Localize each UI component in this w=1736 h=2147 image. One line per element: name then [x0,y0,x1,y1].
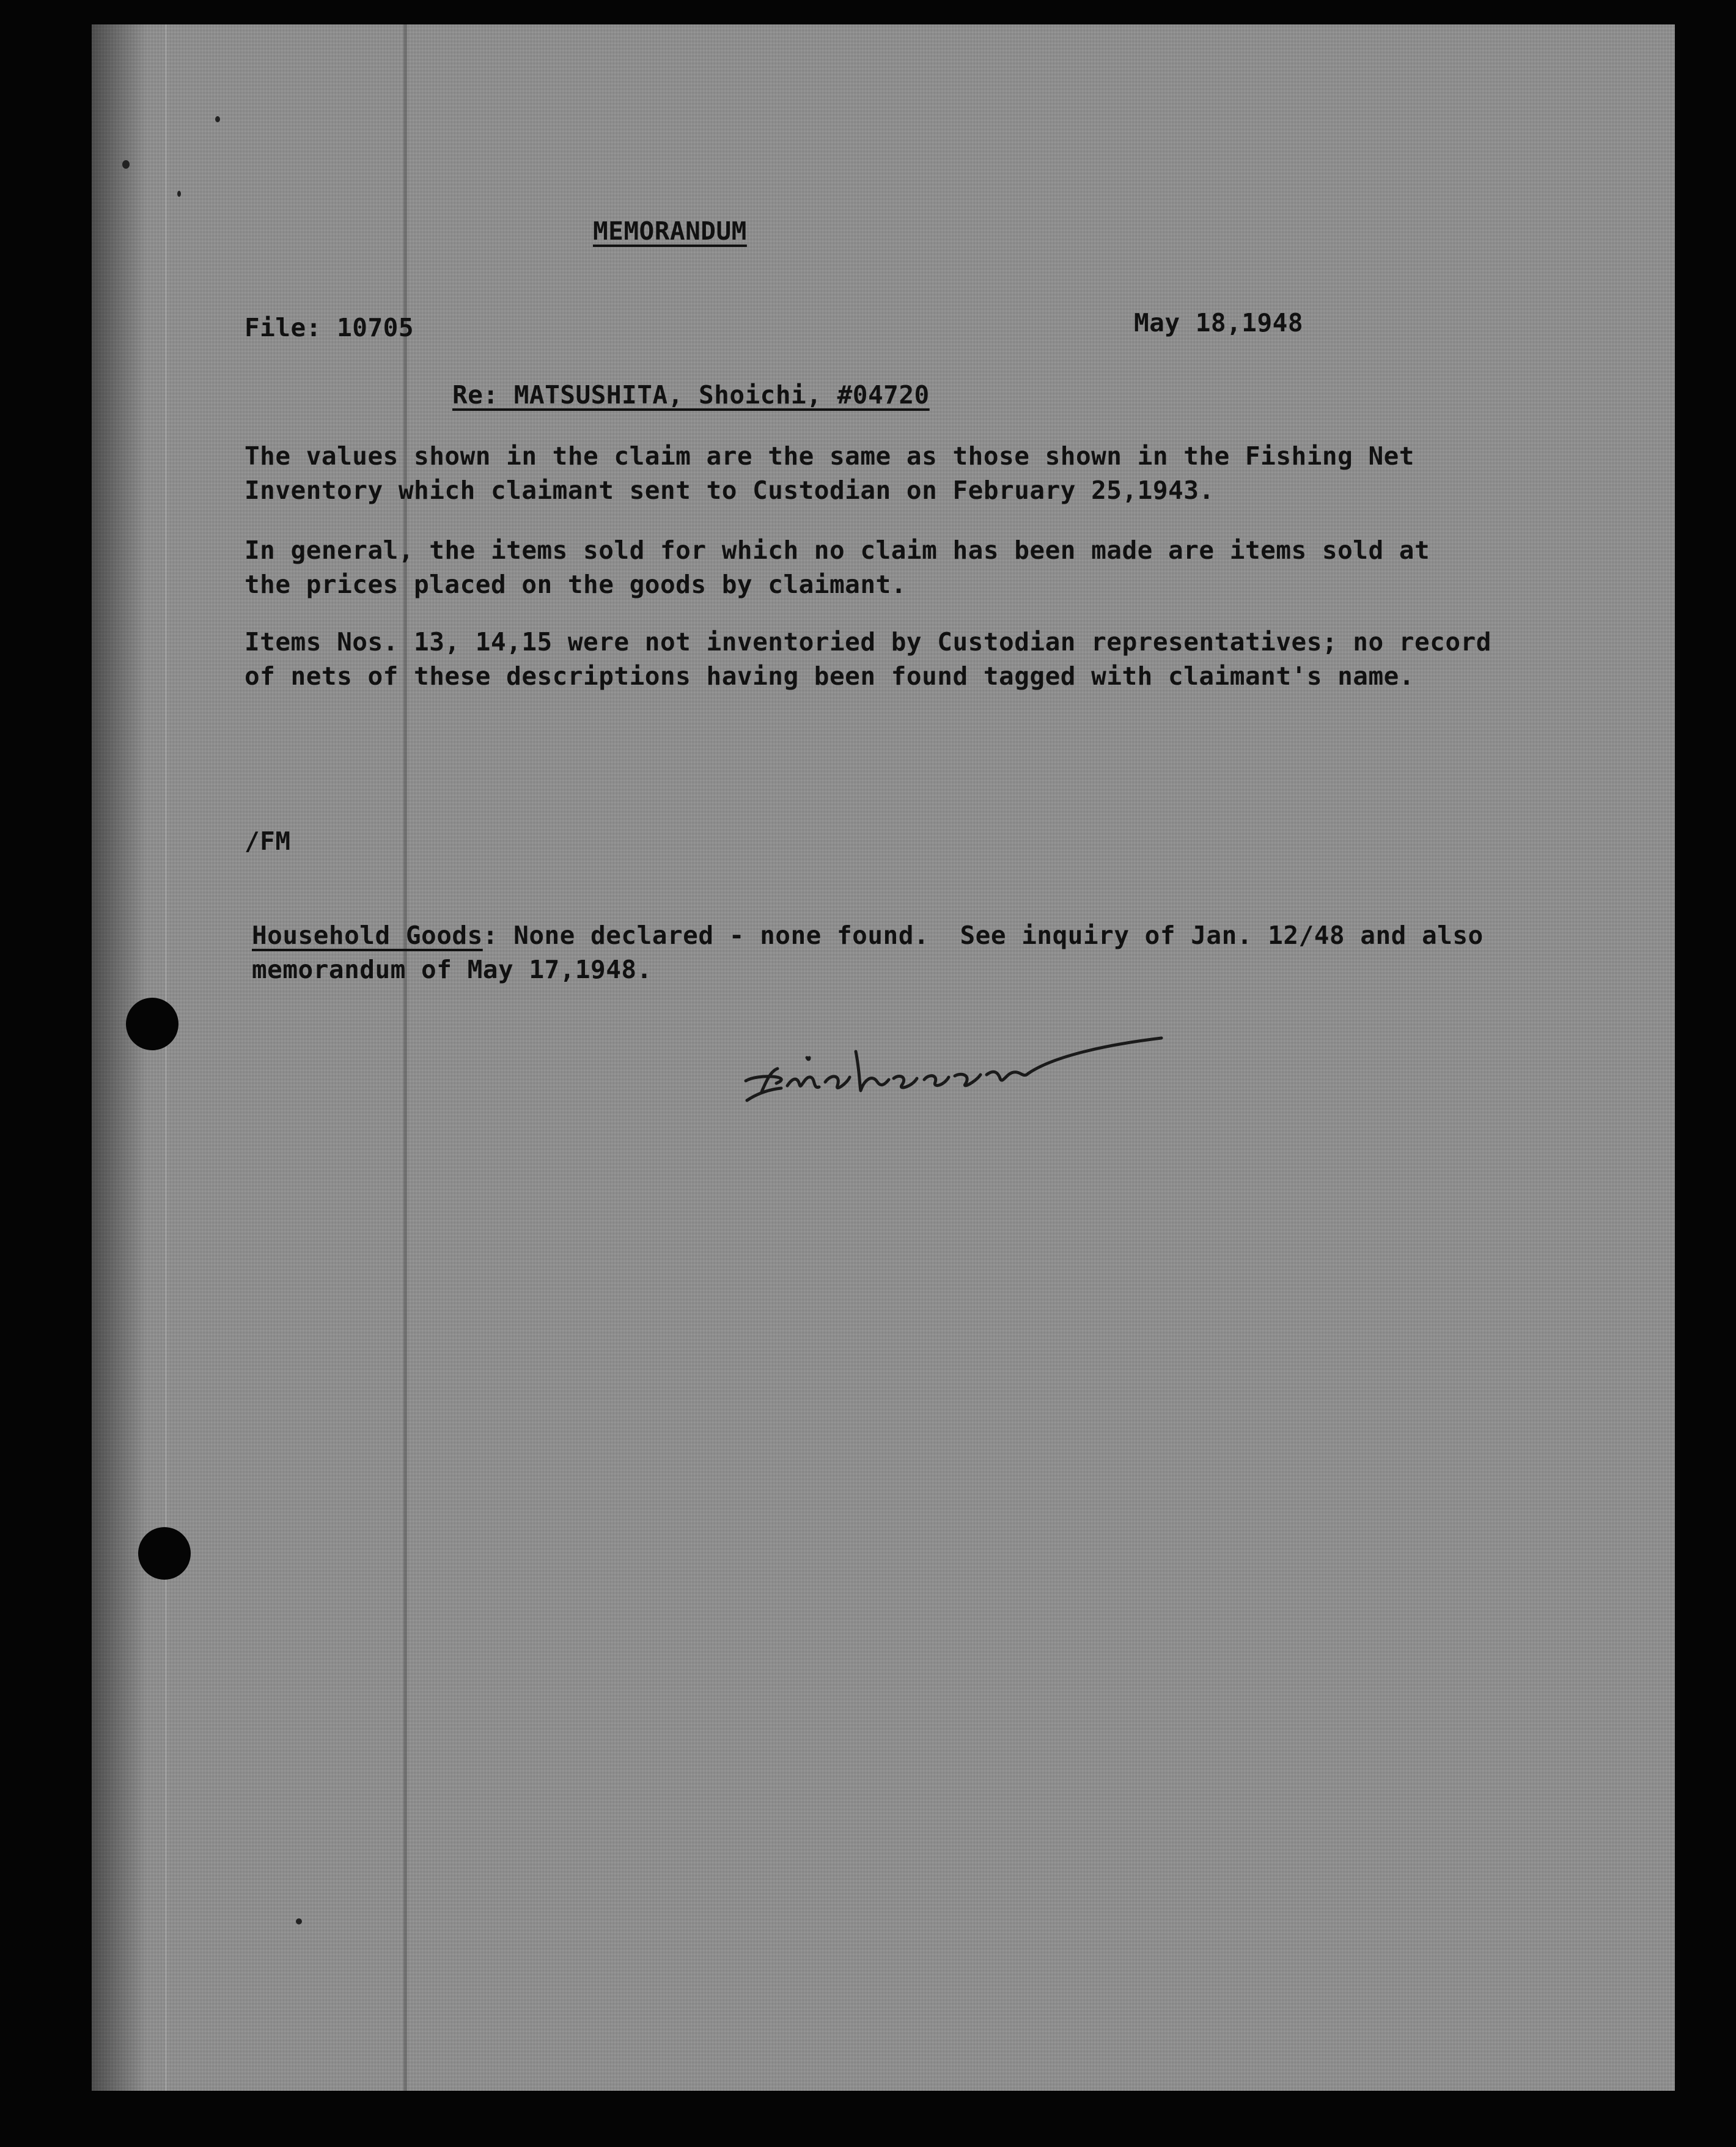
subject-line: Re: MATSUSHITA, Shoichi, #04720 [452,380,930,410]
file-number: File: 10705 [245,313,414,342]
memo-date: May 18,1948 [1134,308,1304,337]
paper-crease [165,24,167,2091]
dust-speck [122,160,130,169]
dust-speck [177,191,181,197]
household-goods-text: : None declared - none found. See inquiry of Jan. 12/48 and also memorandum of May 17,1948. [252,921,1484,984]
punch-hole-top [126,998,178,1050]
typist-initials: /FM [245,827,291,856]
dust-speck [296,1918,302,1924]
dust-speck [215,116,220,122]
handwritten-signature [734,1015,1186,1119]
body-paragraph: The values shown in the claim are the same as those shown in the Fishing Net Inventory which claimant sent to Custodian on February 25,1943. [245,441,1414,505]
paper-shadow-edge [92,24,147,2091]
household-goods-label: Household Goods [252,921,483,950]
memo-title: MEMORANDUM [593,216,747,246]
body-paragraph: Items Nos. 13, 14,15 were not inventoried by Custodian representatives; no record of nets of these descriptions having been found tagged with claimant's name. [245,627,1491,691]
punch-hole-bottom [138,1527,191,1580]
household-goods-note [252,918,1484,987]
body-paragraph: In general, the items sold for which no claim has been made are items sold at the prices placed on the goods by claimant. [245,536,1430,599]
